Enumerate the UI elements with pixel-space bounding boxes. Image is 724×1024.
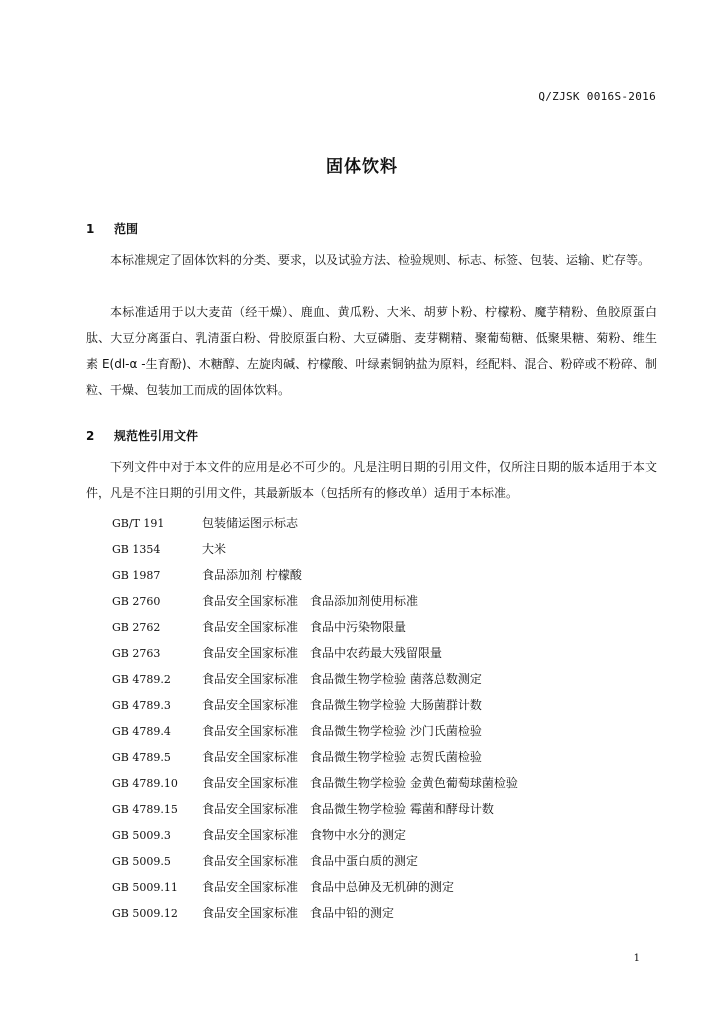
reference-code: GB/T 191 [112,517,165,530]
reference-code: GB 1987 [112,569,161,582]
reference-title: 大米 [202,542,227,556]
reference-code: GB 5009.11 [112,881,178,894]
reference-list [112,510,657,926]
document-title: 固体饮料 [326,157,398,177]
reference-item [112,640,657,666]
reference-title: 包装储运图示标志 [202,516,299,530]
reference-title: 食品安全国家标准 食物中水分的测定 [202,828,407,842]
section-title: 规范性引用文件 [114,429,199,443]
reference-title: 食品安全国家标准 食品微生物学检验 霉菌和酵母计数 [202,802,494,816]
reference-item [112,796,657,822]
reference-item [112,588,657,614]
reference-item [112,900,657,926]
reference-item [112,848,657,874]
page-number: 1 [633,953,640,964]
section-title: 范围 [114,222,139,236]
section-heading-scope [86,220,138,237]
reference-title: 食品安全国家标准 食品中总砷及无机砷的测定 [202,880,455,894]
reference-code: GB 4789.10 [112,777,178,790]
reference-code: GB 2763 [112,647,161,660]
reference-title: 食品安全国家标准 食品微生物学检验 志贺氏菌检验 [202,750,482,764]
scope-paragraph-2: 本标准适用于以大麦苗（经干燥）、鹿血、黄瓜粉、大米、胡萝卜粉、柠檬粉、魔芋精粉、鱼胶原蛋白肽、大豆分离蛋白、乳清蛋白粉、骨胶原蛋白粉、大豆磷脂、麦芽糊精、聚葡萄糖、低聚果糖、菊粉、维生素 E(dl-α -生育酚)、木糖醇、左旋肉碱、柠檬酸、叶绿素铜钠盐为原料，经配料、混合、粉碎或不粉碎、制粒、干燥、包装加工而成的固体饮料。 [86,305,657,397]
reference-code: GB 5009.3 [112,829,171,842]
reference-code: GB 1354 [112,543,161,556]
reference-title: 食品安全国家标准 食品微生物学检验 金黄色葡萄球菌检验 [202,776,518,790]
reference-title: 食品安全国家标准 食品中铅的测定 [202,906,395,920]
reference-code: GB 2760 [112,595,161,608]
reference-code: GB 2762 [112,621,161,634]
section-number: 2 [86,429,95,443]
reference-title: 食品安全国家标准 食品中蛋白质的测定 [202,854,419,868]
reference-item [112,744,657,770]
reference-item [112,718,657,744]
reference-code: GB 4789.3 [112,699,171,712]
reference-code: GB 4789.5 [112,751,171,764]
reference-code: GB 4789.15 [112,803,178,816]
reference-title: 食品安全国家标准 食品微生物学检验 菌落总数测定 [202,672,482,686]
reference-title: 食品安全国家标准 食品微生物学检验 大肠菌群计数 [202,698,482,712]
reference-item [112,822,657,848]
reference-item [112,536,657,562]
reference-item [112,692,657,718]
reference-title: 食品安全国家标准 食品中农药最大残留限量 [202,646,443,660]
section-number: 1 [86,222,95,236]
reference-code: GB 4789.4 [112,725,171,738]
section-heading-normative-references [86,427,198,444]
reference-code: GB 5009.5 [112,855,171,868]
reference-title: 食品安全国家标准 食品微生物学检验 沙门氏菌检验 [202,724,482,738]
scope-paragraph-1: 本标准规定了固体饮料的分类、要求，以及试验方法、检验规则、标志、标签、包装、运输、贮存等。 [110,253,651,267]
reference-item [112,562,657,588]
reference-code: GB 4789.2 [112,673,171,686]
reference-item [112,874,657,900]
reference-title: 食品安全国家标准 食品中污染物限量 [202,620,407,634]
reference-item [112,770,657,796]
reference-title: 食品安全国家标准 食品添加剂使用标准 [202,594,419,608]
standard-code: Q/ZJSK 0016S-2016 [538,90,656,103]
reference-item [112,666,657,692]
reference-item [112,510,657,536]
reference-title: 食品添加剂 柠檬酸 [202,568,302,582]
reference-item [112,614,657,640]
references-intro-paragraph: 下列文件中对于本文件的应用是必不可少的。凡是注明日期的引用文件，仅所注日期的版本适用于本文件，凡是不注日期的引用文件，其最新版本（包括所有的修改单）适用于本标准。 [86,460,657,500]
reference-code: GB 5009.12 [112,907,178,920]
